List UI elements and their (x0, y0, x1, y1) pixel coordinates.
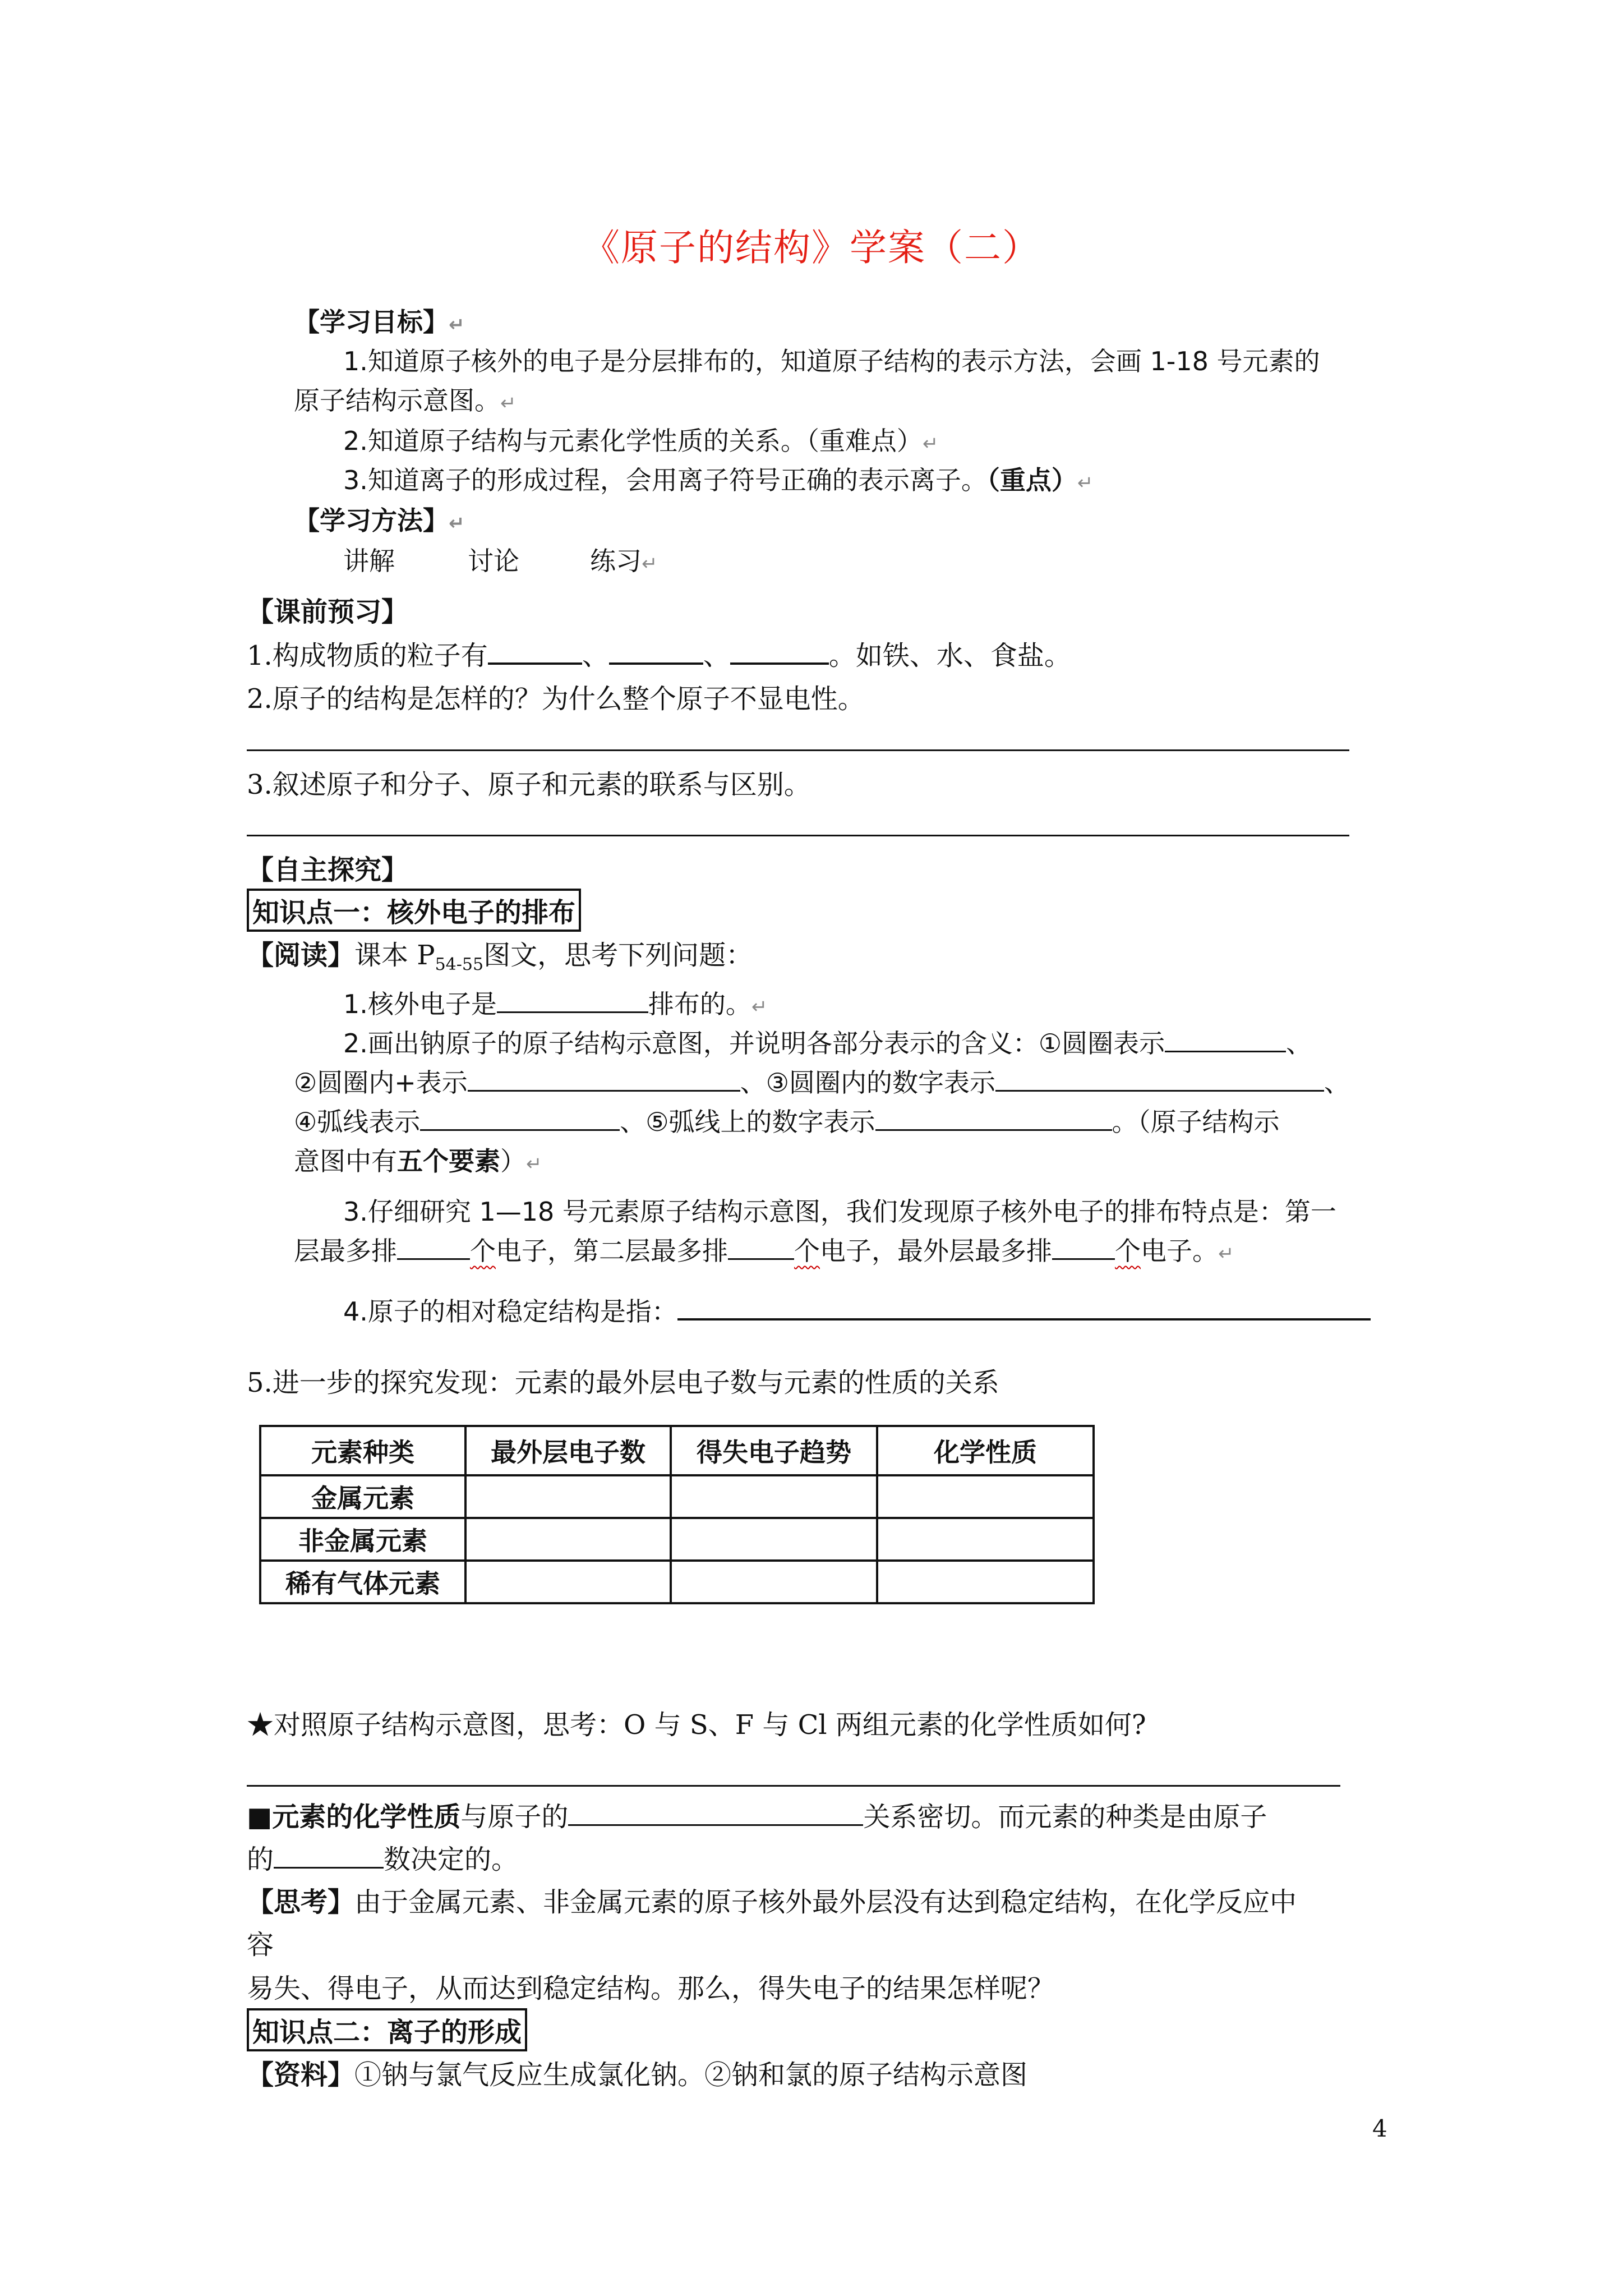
explore-item-2-cont2: ④弧线表示 、⑤弧线上的数字表示 。（原子结构示 (294, 1107, 1280, 1137)
think-paragraph-cont: 容 (247, 1929, 274, 1961)
answer-blank[interactable] (468, 1068, 740, 1092)
row-label: 稀有气体元素 (260, 1561, 465, 1603)
answer-line[interactable] (247, 835, 1349, 836)
objective-1-cont: 原子结构示意图。↵ (294, 385, 517, 416)
think-paragraph: 【思考】由于金属元素、非金属元素的原子核外最外层没有达到稳定结构，在化学反应中 (247, 1887, 1297, 1918)
table-header: 化学性质 (877, 1426, 1094, 1475)
objective-1: 1.知道原子核外的电子是分层排布的，知道原子结构的表示方法，会画 1-18 号元素的 (343, 346, 1320, 376)
page-number: 4 (1372, 2115, 1387, 2142)
answer-blank[interactable] (1052, 1236, 1115, 1260)
star-question: ★对照原子结构示意图，思考：O 与 S、F 与 Cl 两组元素的化学性质如何? (247, 1709, 1146, 1741)
answer-blank[interactable] (568, 1802, 863, 1826)
table-row (260, 1561, 1094, 1603)
preview-q1: 1.构成物质的粒子有 、 、 。如铁、水、食盐。 (247, 640, 1071, 671)
table-header: 元素种类 (260, 1426, 465, 1475)
table-cell[interactable] (671, 1475, 877, 1518)
explore-item-2: 2.画出钠原子的原子结构示意图，并说明各部分表示的含义：①圆圈表示 、 (343, 1028, 1312, 1059)
methods-heading: 【学习方法】↵ (294, 505, 465, 536)
answer-line[interactable] (247, 749, 1349, 751)
table-row (260, 1475, 1094, 1518)
chemical-property-statement: ■元素的化学性质与原子的 关系密切。而元素的种类是由原子 (247, 1801, 1267, 1833)
row-label: 金属元素 (260, 1475, 465, 1518)
table-header-row (260, 1426, 1094, 1475)
answer-blank[interactable] (497, 989, 648, 1013)
answer-blank[interactable] (995, 1068, 1324, 1092)
answer-blank[interactable] (397, 1236, 470, 1260)
explore-item-1: 1.核外电子是 排布的。↵ (343, 989, 768, 1019)
objectives-heading: 【学习目标】↵ (294, 307, 465, 337)
knowledge-point-1: 知识点一：核外电子的排布 (247, 889, 581, 932)
method-practice: 练习↵ (590, 546, 658, 576)
explore-heading: 【自主探究】 (247, 854, 409, 886)
page-title: 《原子的结构》学案（二） (583, 226, 1040, 269)
material-line: 【资料】①钠与氯气反应生成氯化钠。②钠和氯的原子结构示意图 (247, 2059, 1028, 2091)
method-discussion: 讨论 (468, 546, 519, 576)
explore-item-5: 5.进一步的探究发现：元素的最外层电子数与元素的性质的关系 (247, 1367, 999, 1398)
knowledge-point-2: 知识点二：离子的形成 (247, 2008, 527, 2051)
answer-blank[interactable] (488, 640, 582, 665)
preview-heading: 【课前预习】 (247, 596, 409, 628)
answer-blank[interactable] (728, 1236, 794, 1260)
explore-item-4: 4.原子的相对稳定结构是指： (343, 1291, 1371, 1328)
answer-blank[interactable] (875, 1107, 1112, 1131)
preview-q2: 2.原子的结构是怎样的？为什么整个原子不显电性。 (247, 683, 865, 715)
objective-2: 2.知道原子结构与元素化学性质的关系。（重难点）↵ (343, 426, 939, 456)
answer-blank[interactable] (677, 1296, 1371, 1320)
table-header: 最外层电子数 (465, 1426, 671, 1475)
table-cell[interactable] (671, 1518, 877, 1561)
reading-instruction: 【阅读】课本 $P_{54-55}$图文，思考下列问题： (247, 940, 753, 974)
table-cell[interactable] (465, 1475, 671, 1518)
table-cell[interactable] (671, 1561, 877, 1603)
answer-blank[interactable] (274, 1844, 384, 1869)
answer-blank[interactable] (609, 640, 703, 665)
element-properties-table (259, 1425, 1095, 1604)
explore-item-3-cont: 层最多排 个电子，第二层最多排 个电子，最外层最多排 个电子。↵ (294, 1236, 1234, 1266)
table-header: 得失电子趋势 (671, 1426, 877, 1475)
chemical-property-statement-cont: 的 数决定的。 (247, 1844, 519, 1875)
answer-line[interactable] (247, 1785, 1340, 1787)
explore-item-3: 3.仔细研究 1—18 号元素原子结构示意图，我们发现原子核外电子的排布特点是：第一 (343, 1197, 1336, 1227)
think-paragraph-cont2: 易失、得电子，从而达到稳定结构。那么，得失电子的结果怎样呢？ (247, 1973, 1055, 2004)
table-cell[interactable] (877, 1475, 1094, 1518)
table-row (260, 1518, 1094, 1561)
table-cell[interactable] (465, 1518, 671, 1561)
answer-blank[interactable] (730, 640, 829, 665)
explore-item-2-cont3: 意图中有五个要素）↵ (294, 1146, 542, 1176)
explore-item-2-cont: ②圆圈内+表示 、③圆圈内的数字表示 、 (294, 1068, 1350, 1098)
table-cell[interactable] (465, 1561, 671, 1603)
row-label: 非金属元素 (260, 1518, 465, 1561)
table-cell[interactable] (877, 1561, 1094, 1603)
preview-q3: 3.叙述原子和分子、原子和元素的联系与区别。 (247, 769, 811, 800)
table-cell[interactable] (877, 1518, 1094, 1561)
answer-blank[interactable] (420, 1107, 620, 1131)
objective-3: 3.知道离子的形成过程，会用离子符号正确的表示离子。（重点）↵ (343, 465, 1094, 495)
answer-blank[interactable] (1165, 1028, 1286, 1052)
method-lecture: 讲解 (343, 546, 395, 576)
